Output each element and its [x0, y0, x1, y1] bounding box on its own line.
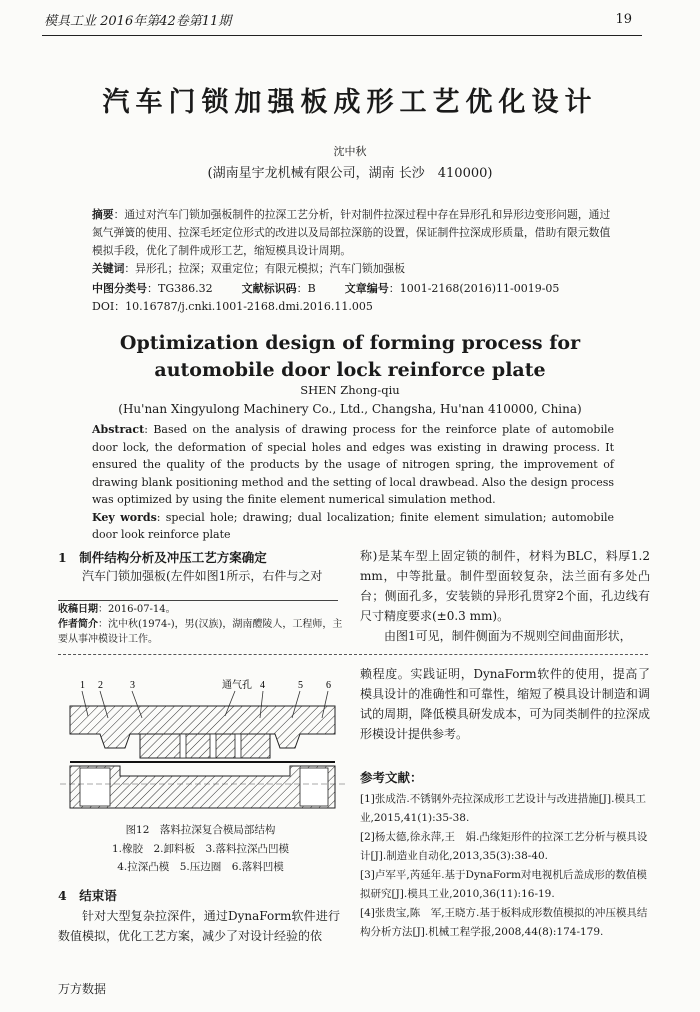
received-label: 收稿日期 — [58, 604, 98, 615]
article-no-value: ：1001-2168(2016)11-0019-05 — [388, 282, 560, 295]
en-abstract-text: : Based on the analysis of drawing process for the reinforce plate of automobile door lock, the deformation of special holes and edges was existing in drawing process. It ensured the quality of the products by the usage of nitrogen spring, the improvement of drawing blank positioning method and the setting of local drawbead. Also the design process was optimized by using the finite element numerical simulation method. — [92, 423, 614, 506]
chinese-affiliation: (湖南星宇龙机械有限公司，湖南 长沙 410000) — [207, 166, 493, 181]
author-bio: ：沈中秋(1974-)，男(汉族)，湖南醴陵人，工程师，主要从事冲模设计工作。 — [58, 619, 343, 645]
section-4-text: 针对大型复杂拉深件，通过DynaForm软件进行数值模拟，优化工艺方案，减少了对设计经验的依 — [58, 909, 340, 943]
callout-3: 3 — [130, 680, 135, 691]
keywords-text: ：异形孔；拉深；双重定位；有限元模拟；汽车门锁加强板 — [124, 262, 406, 275]
callout-5: 5 — [298, 680, 303, 691]
section-1-right-text-2: 由图1可见，制件侧面为不规则空间曲面形状， — [384, 629, 632, 643]
reference-item: [2]杨太德,徐永萍,王 娟.凸缘矩形件的拉深工艺分析与模具设计[J].制造业自动化,2013,35(3):38-40. — [360, 831, 648, 862]
keywords-label: 关键词 — [92, 262, 125, 275]
callout-6: 6 — [326, 680, 331, 691]
page-separator — [58, 654, 648, 655]
page-number: 19 — [615, 12, 632, 27]
bio-label: 作者简介 — [58, 619, 98, 630]
abstract-label: 摘要 — [92, 208, 114, 221]
figure-legend-1: 1.橡胶 2.卸料板 3.落料拉深凸凹模 — [111, 843, 290, 855]
reference-item: [3]卢军平,芮延年.基于DynaForm对电视机后盖成形的数值模拟研究[J].模具工业,2010,36(11):16-19. — [360, 869, 647, 900]
english-title — [0, 330, 700, 384]
abstract-text: ：通过对汽车门锁加强板制件的拉深工艺分析，针对制件拉深过程中存在异形孔和异形边变形问题，通过氮气弹簧的使用、拉深毛坯定位形式的改进以及局部拉深筋的设置，保证制件拉深成形质量，借助有限元数值模拟手段，优化了制件成形工艺，缩短模具设计周期。 — [92, 208, 611, 257]
journal-header: 模具工业 2016年第42卷第11期 — [44, 14, 232, 29]
drawing-punch — [140, 734, 270, 758]
english-title-line1: Optimization design of forming process for — [119, 332, 581, 354]
callout-vent-hole: 通气孔 — [222, 680, 252, 691]
article-no-label: 文章编号 — [344, 282, 389, 295]
section-1-heading: 1 制件结构分析及冲压工艺方案确定 — [58, 550, 267, 565]
en-keywords-label: Key words — [92, 510, 157, 524]
callout-1: 1 — [80, 680, 85, 691]
callout-4: 4 — [260, 680, 265, 691]
doc-code-value: ：B — [296, 282, 316, 295]
en-abstract-label: Abstract — [92, 423, 145, 436]
clc-value: ：TG386.32 — [147, 282, 213, 295]
english-abstract — [92, 421, 614, 544]
blank-holder — [300, 768, 328, 806]
chinese-author: 沈中秋 — [333, 145, 367, 158]
reference-item: [4]张贵宝,陈 军,王晓方.基于板料成形数值模拟的冲压模具结构分析方法[J].机械工程学报,2008,44(8):174-179. — [360, 907, 648, 938]
section-1-left-text: 汽车门锁加强板(左件如图1所示，右件与之对 — [82, 569, 323, 583]
received-date: ：2016-07-14。 — [98, 604, 176, 615]
english-author: SHEN Zhong-qiu — [300, 383, 400, 397]
callout-2: 2 — [98, 680, 103, 691]
rubber-block — [80, 768, 110, 806]
figure-legend-2: 4.拉深凸模 5.压边圈 6.落料凹模 — [117, 861, 284, 873]
classification-line — [92, 280, 614, 296]
section-4-heading: 4 结束语 — [58, 888, 117, 903]
footnote — [58, 602, 343, 647]
mold-structure-figure — [60, 676, 345, 814]
english-title-line2: automobile door lock reinforce plate — [154, 359, 546, 381]
chinese-title: 汽车门锁加强板成形工艺优化设计 — [102, 87, 598, 118]
doi: DOI：10.16787/j.cnki.1001-2168.dmi.2016.11.005 — [92, 300, 373, 313]
en-keywords-text: : special hole; drawing; dual localization; finite element simulation; automobile door look reinforce plate — [92, 510, 614, 541]
conclusion-continued: 赖程度。实践证明，DynaForm软件的使用，提高了模具设计的准确性和可靠性，缩短了模具设计制造和调试的周期，降低模具研发成本，可为同类制件的拉深成形模设计提供参考。 — [360, 667, 650, 741]
footnote-rule — [58, 600, 338, 601]
watermark: 万方数据 — [58, 982, 107, 996]
reference-list — [360, 790, 650, 942]
clc-label: 中图分类号 — [92, 282, 147, 295]
reference-item: [1]张成浩.不锈钢外壳拉深成形工艺设计与改进措施[J].模具工业,2015,41(1):35-38. — [360, 793, 646, 824]
section-1-right-text: 称)是某车型上固定锁的制件，材料为BLC，料厚1.2 mm，中等批量。制件型面较复杂，法兰面有多处凸台；侧面孔多，安装锁的异形孔贯穿2个面，孔边线有尺寸精度要求(±0.3 mm)。 — [360, 549, 650, 623]
references-heading: 参考文献： — [360, 770, 423, 785]
chinese-abstract — [92, 206, 614, 278]
figure-caption: 图12 落料拉深复合模局部结构 — [125, 824, 276, 836]
doc-code-label: 文献标识码 — [241, 282, 297, 295]
header-rule — [42, 35, 642, 36]
english-affiliation: (Hu'nan Xingyulong Machinery Co., Ltd., Changsha, Hu'nan 410000, China) — [118, 402, 582, 416]
